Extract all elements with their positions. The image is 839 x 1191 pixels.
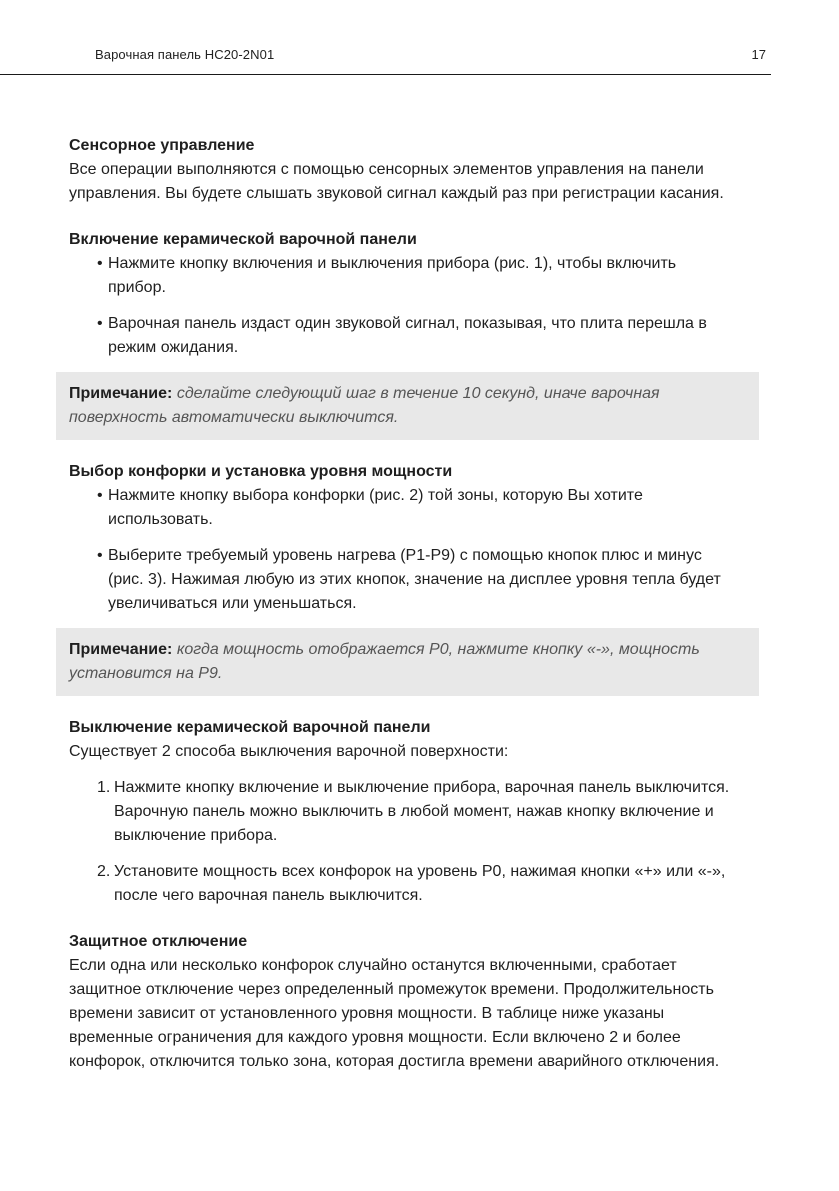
list-item: [69, 776, 734, 848]
list-item-text: Выберите требуемый уровень нагрева (P1-P9) с помощью кнопок плюс и минус (рис. 3). Нажимая любую из этих кнопок, значение на дисплее уровня тепла будет увеличиваться или уменьшаться.: [108, 547, 721, 612]
note-text: когда мощность отображается P0, нажмите кнопку «-», мощность установится на P9.: [69, 641, 700, 682]
bullet-marker: •: [97, 315, 103, 332]
note-box: [56, 372, 759, 440]
bullet-marker: •: [97, 487, 103, 504]
section-paragraph: Все операции выполняются с помощью сенсорных элементов управления на панели управления. Вы будете слышать звуковой сигнал каждый раз при регистрации касания.: [69, 161, 724, 202]
list-item-text: Нажмите кнопку включения и выключения прибора (рис. 1), чтобы включить прибор.: [108, 255, 677, 296]
list-item-text: Варочная панель издаст один звуковой сигнал, показывая, что плита перешла в режим ожидания.: [108, 315, 707, 356]
section-heading: Включение керамической варочной панели: [69, 231, 417, 248]
section-heading: Выбор конфорки и установка уровня мощности: [69, 463, 453, 480]
section-burner-select: [69, 460, 734, 616]
bullet-marker: •: [97, 547, 103, 564]
note-label: Примечание:: [69, 641, 173, 658]
list-item: [69, 860, 734, 908]
list-item: [69, 252, 734, 300]
section-touch-control: [69, 134, 734, 206]
section-power-on: [69, 228, 734, 360]
note-text: сделайте следующий шаг в течение 10 секунд, иначе варочная поверхность автоматически выключится.: [69, 385, 660, 426]
page-number: 17: [751, 47, 766, 62]
section-heading: Выключение керамической варочной панели: [69, 719, 431, 736]
page-content: [69, 134, 734, 1074]
bullet-marker: •: [97, 255, 103, 272]
section-power-off: [69, 716, 734, 908]
note-label: Примечание:: [69, 385, 173, 402]
page-header: [0, 0, 771, 75]
list-item-text: Нажмите кнопку выбора конфорки (рис. 2) той зоны, которую Вы хотите использовать.: [108, 487, 643, 528]
section-safety-shutoff: [69, 930, 734, 1074]
list-number: 2.: [97, 863, 111, 880]
section-paragraph: Если одна или несколько конфорок случайно останутся включенными, сработает защитное отключение через определенный промежуток времени. Продолжительность времени зависит от установленного уровня мощности. В таблице ниже указаны временные ограничения для каждого уровня мощности. Если включено 2 и более конфорок, отключится только зона, которая достигла времени аварийного отключения.: [69, 957, 720, 1070]
bullet-list: [69, 252, 734, 360]
list-item: [69, 544, 734, 616]
note-box: [56, 628, 759, 696]
list-item-text: Нажмите кнопку включение и выключение прибора, варочная панель выключится. Варочную панель можно выключить в любой момент, нажав кнопку включение и выключение прибора.: [114, 779, 730, 844]
list-item-text: Установите мощность всех конфорок на уровень P0, нажимая кнопки «+» или «-», после чего варочная панель выключится.: [114, 863, 726, 904]
section-intro: Существует 2 способа выключения варочной поверхности:: [69, 743, 509, 760]
section-heading: Сенсорное управление: [69, 137, 255, 154]
bullet-list: [69, 484, 734, 616]
document-title: Варочная панель HC20-2N01: [95, 47, 275, 62]
section-heading: Защитное отключение: [69, 933, 248, 950]
numbered-list: [69, 776, 734, 908]
list-item: [69, 312, 734, 360]
list-number: 1.: [97, 779, 111, 796]
list-item: [69, 484, 734, 532]
